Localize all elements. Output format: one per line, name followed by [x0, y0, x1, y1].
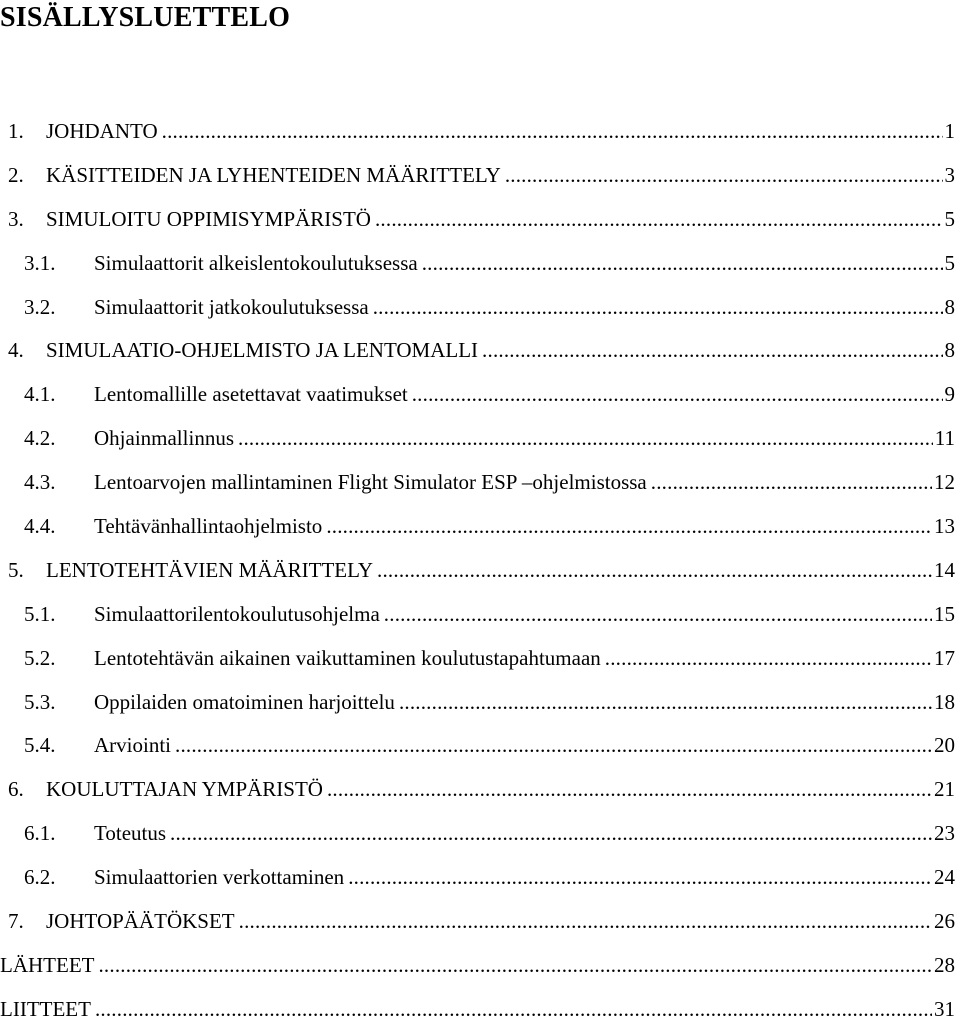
toc-entry-page: 26	[934, 909, 955, 934]
toc-entry-title: Toteutus	[94, 821, 167, 846]
toc-dot-leader	[651, 461, 932, 505]
toc-entry-page: 8	[944, 338, 955, 363]
toc-dot-leader	[505, 154, 943, 198]
toc-entry-page: 24	[934, 865, 955, 890]
toc-entry[interactable]	[0, 286, 955, 330]
toc-dot-leader	[175, 724, 932, 768]
toc-entry-number: 6.1.	[24, 821, 56, 846]
toc-entry-title: KÄSITTEIDEN JA LYHENTEIDEN MÄÄRITTELY	[46, 162, 501, 187]
toc-entry-number: 4.3.	[24, 470, 56, 495]
toc-dot-leader	[327, 768, 932, 812]
toc-entry-page: 15	[934, 601, 955, 626]
toc-dot-leader	[326, 505, 932, 549]
toc-entry[interactable]	[0, 900, 955, 944]
toc-entry-number: 1.	[8, 119, 24, 143]
toc-dot-leader	[399, 681, 932, 725]
toc-entry[interactable]	[0, 154, 955, 198]
toc-entry-title: Lentomallille asetettavat vaatimukset	[94, 382, 408, 407]
toc-dot-leader	[375, 198, 943, 242]
toc-dot-leader	[412, 373, 943, 417]
toc-entry-page: 20	[934, 733, 955, 758]
toc-entry-number: 4.1.	[24, 382, 56, 407]
toc-entry-number: 4.4.	[24, 514, 56, 539]
toc-dot-leader	[605, 637, 932, 681]
toc-entry[interactable]	[0, 681, 955, 725]
toc-entry[interactable]	[0, 856, 955, 900]
toc-entry-title: JOHTOPÄÄTÖKSET	[46, 909, 235, 934]
toc-entry-title: Simulaattorit alkeislentokoulutuksessa	[94, 250, 418, 275]
toc-entry-title: SIMULOITU OPPIMISYMPÄRISTÖ	[46, 206, 371, 231]
toc-entry[interactable]	[0, 988, 955, 1032]
toc-entry[interactable]	[0, 505, 955, 549]
toc-entry-title: Simulaattorit jatkokoulutuksessa	[94, 294, 369, 319]
toc-entry-title: Lentoarvojen mallintaminen Flight Simulator ESP –ohjelmistossa	[94, 470, 647, 495]
toc-dot-leader	[238, 417, 933, 461]
toc-entry[interactable]	[0, 549, 955, 593]
toc-entry-page: 31	[934, 996, 955, 1021]
toc-entry-page: 12	[934, 470, 955, 495]
toc-dot-leader	[95, 988, 932, 1032]
toc-entry[interactable]	[0, 198, 955, 242]
toc-entry-page: 28	[934, 952, 955, 977]
toc-dot-leader	[98, 944, 932, 988]
toc-entry[interactable]	[0, 593, 955, 637]
toc-entry-number: 6.2.	[24, 865, 56, 890]
toc-entry-page: 8	[944, 294, 955, 319]
toc-entry-page: 14	[934, 557, 955, 582]
toc-entry-number: 4.	[8, 338, 24, 363]
toc-entry-title: Simulaattorien verkottaminen	[94, 865, 345, 890]
toc-dot-leader	[482, 329, 942, 373]
toc-dot-leader	[377, 549, 932, 593]
toc-entry-page: 1	[944, 119, 955, 143]
toc-entry[interactable]	[0, 329, 955, 373]
toc-entry[interactable]	[0, 110, 955, 154]
toc-entry-title: JOHDANTO	[46, 119, 158, 143]
toc-entry[interactable]	[0, 461, 955, 505]
toc-entry-title: Arviointi	[94, 733, 171, 758]
toc-entry-page: 21	[934, 777, 955, 802]
toc-entry-number: 7.	[8, 909, 24, 934]
toc-entry-title: LIITTEET	[0, 996, 91, 1021]
toc-entry-number: 5.1.	[24, 601, 56, 626]
toc-dot-leader	[239, 900, 932, 944]
toc-entry-title: Lentotehtävän aikainen vaikuttaminen koulutustapahtumaan	[94, 645, 601, 670]
toc-entry[interactable]	[0, 637, 955, 681]
toc-entry-title: LÄHTEET	[0, 952, 95, 977]
toc-entry[interactable]	[0, 768, 955, 812]
toc-entry[interactable]	[0, 944, 955, 988]
toc-entry-page: 13	[934, 514, 955, 539]
toc-entry-title: Simulaattorilentokoulutusohjelma	[94, 601, 380, 626]
toc-dot-leader	[170, 812, 932, 856]
toc-entry-number: 3.2.	[24, 294, 56, 319]
toc-dot-leader	[348, 856, 932, 900]
toc-entry-title: LENTOTEHTÄVIEN MÄÄRITTELY	[46, 557, 374, 582]
toc-dot-leader	[384, 593, 932, 637]
toc-entry-title: KOULUTTAJAN YMPÄRISTÖ	[46, 777, 323, 802]
toc-entry-page: 23	[934, 821, 955, 846]
toc-entry-page: 17	[934, 645, 955, 670]
toc-entry-page: 5	[944, 206, 955, 231]
toc-entry-number: 3.1.	[24, 250, 56, 275]
toc-entry[interactable]	[0, 373, 955, 417]
toc-entry-number: 4.2.	[24, 426, 56, 451]
toc-entry-number: 5.3.	[24, 689, 56, 714]
toc-entry-title: Tehtävänhallintaohjelmisto	[94, 514, 323, 539]
toc-entry[interactable]	[0, 417, 955, 461]
toc-entry-number: 5.2.	[24, 645, 56, 670]
toc-entry-page: 3	[944, 162, 955, 187]
toc-entry-page: 18	[934, 689, 955, 714]
toc-entry[interactable]	[0, 242, 955, 286]
toc-entry-title: SIMULAATIO-OHJELMISTO JA LENTOMALLI	[46, 338, 479, 363]
toc-dot-leader	[162, 110, 943, 154]
page-title: SISÄLLYSLUETTELO	[0, 2, 291, 33]
toc-entry[interactable]	[0, 724, 955, 768]
toc-entry-number: 5.4.	[24, 733, 56, 758]
toc-entry-page: 5	[944, 250, 955, 275]
toc-entry-number: 6.	[8, 777, 24, 802]
toc-entry-number: 5.	[8, 557, 24, 582]
toc-list	[0, 110, 955, 1032]
toc-entry-number: 2.	[8, 162, 24, 187]
toc-entry-title: Ohjainmallinnus	[94, 426, 234, 451]
toc-entry-page: 9	[944, 382, 955, 407]
toc-dot-leader	[373, 286, 943, 330]
toc-entry-title: Oppilaiden omatoiminen harjoittelu	[94, 689, 395, 714]
toc-dot-leader	[422, 242, 943, 286]
toc-entry[interactable]	[0, 812, 955, 856]
toc-entry-page: 11	[934, 426, 955, 451]
toc-entry-number: 3.	[8, 206, 24, 231]
